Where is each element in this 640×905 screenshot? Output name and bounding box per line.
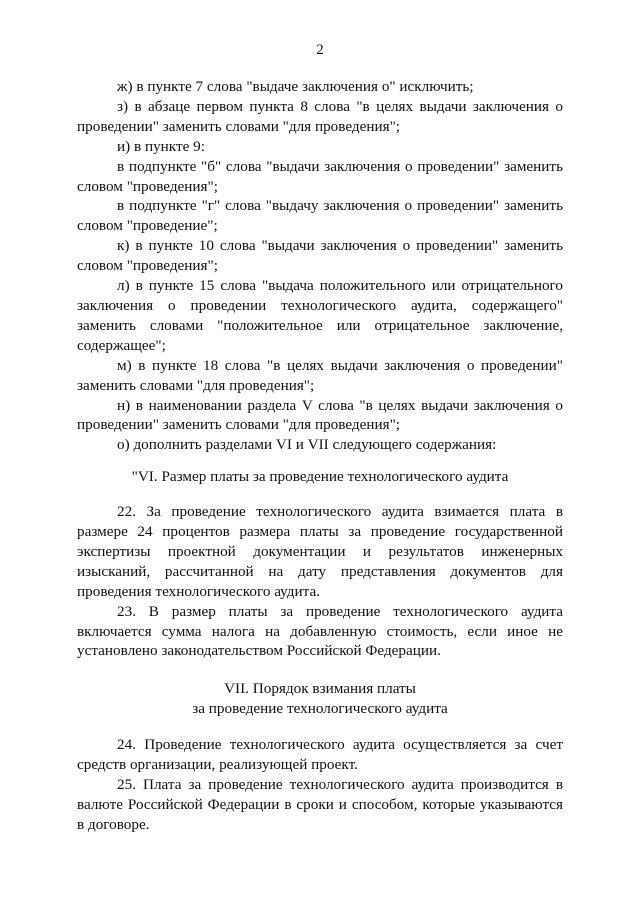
paragraph-22: 22. За проведение технологического аудита взимается плата в размере 24 процентов размера платы за проведение государственной экспертизы проектной документации и результатов инженерных изысканий, рассчитанной на дату представления документов для проведения технологического аудита.: [77, 503, 563, 600]
paragraph-23: 23. В размер платы за проведение технологического аудита включается сумма налога на добавленную стоимость, если иное не установлено законодательством Российской Федерации.: [77, 602, 563, 660]
paragraph-k: к) в пункте 10 слова "выдачи заключения о проведении" заменить словом "проведения";: [77, 237, 563, 275]
paragraph-o: о) дополнить разделами VI и VII следующего содержания:: [117, 436, 497, 454]
paragraph-m: м) в пункте 18 слова "в целях выдачи заключения о проведении" заменить словами "для проведения";: [77, 356, 563, 394]
section-vii-heading-line1: VII. Порядок взимания платы: [224, 680, 416, 698]
paragraph-24: 24. Проведение технологического аудита осуществляется за счет средств организации, реализующей проект.: [77, 736, 563, 774]
paragraph-subpoint-b: в подпункте "б" слова "выдачи заключения о проведении" заменить словом "проведения";: [77, 157, 563, 195]
paragraph-n: н) в наименовании раздела V слова "в целях выдачи заключения о проведении" заменить словами "для проведения";: [77, 396, 563, 434]
paragraph-z: з) в абзаце первом пункта 8 слова "в целях выдачи заключения о проведении" заменить словами "для проведения";: [77, 97, 563, 135]
paragraph-25: 25. Плата за проведение технологического аудита производится в валюте Российской Федерации в сроки и способом, которые указываются в договоре.: [77, 776, 563, 833]
section-vii-heading: [77, 679, 563, 719]
section-vi-heading: "VI. Размер платы за проведение технологического аудита: [131, 468, 509, 486]
paragraph-zh: ж) в пункте 7 слова "выдаче заключения о" исключить;: [117, 78, 474, 95]
document-body: [77, 77, 563, 835]
page-number: 2: [316, 42, 324, 58]
paragraph-l: л) в пункте 15 слова "выдача положительного или отрицательного заключения о проведении технологического аудита, содержащего" заменить словами "положительное или отрицательное заключение, содержащее";: [77, 277, 563, 354]
paragraph-subpoint-g: в подпункте "г" слова "выдачу заключения о проведении" заменить словом "проведение";: [77, 197, 563, 235]
paragraph-i: и) в пункте 9:: [117, 137, 205, 155]
section-vii-heading-line2: за проведение технологического аудита: [192, 700, 448, 718]
